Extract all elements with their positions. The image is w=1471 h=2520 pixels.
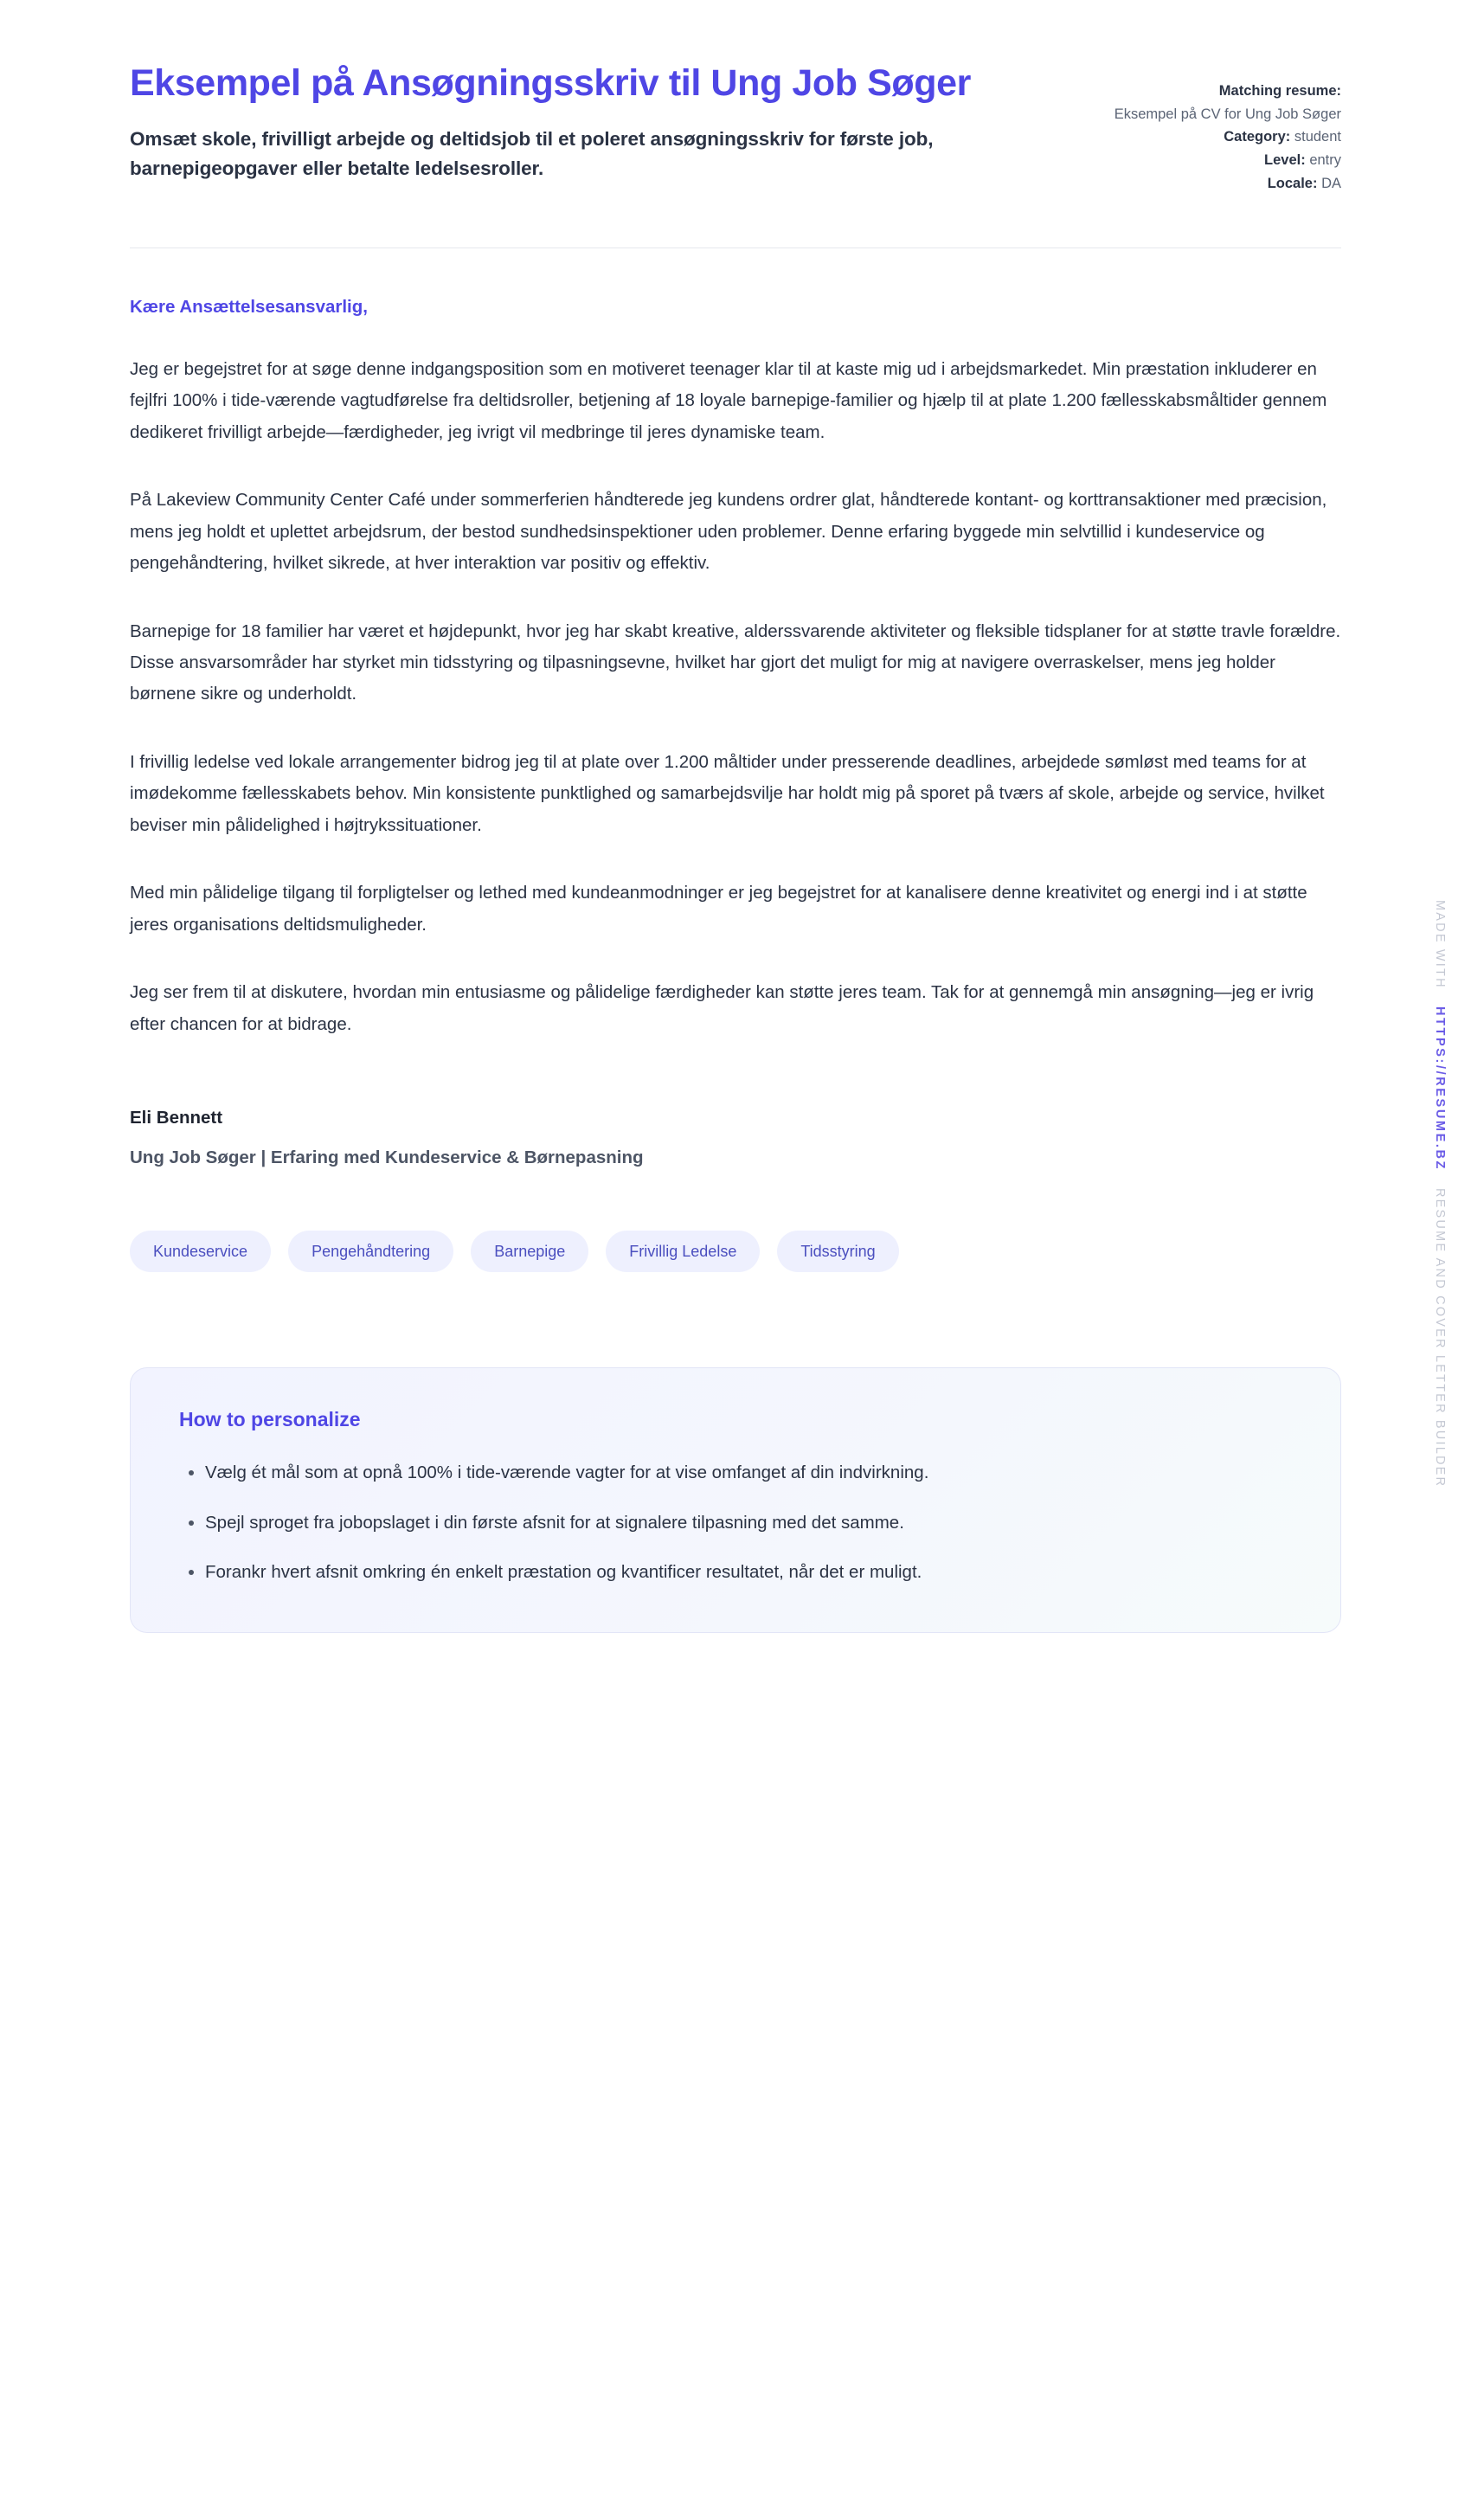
skill-tag[interactable]: Barnepige: [471, 1231, 588, 1272]
callout-title: How to personalize: [179, 1408, 361, 1431]
header-text-block: [130, 61, 1004, 183]
skill-tag-list: [130, 1231, 1341, 1272]
meta-level: [1082, 149, 1341, 172]
page-subtitle: Omsæt skole, frivilligt arbejde og deltidsjob til et poleret ansøgningsskriv for første job, barnepigeopgaver eller betalte ledelsesroller.: [130, 128, 934, 180]
meta-matching-resume-label: Matching resume:: [1218, 83, 1341, 99]
letter-paragraph: Barnepige for 18 familier har været et højdepunkt, hvor jeg har skabt kreative, alderssvarende aktiviteter og fleksible tidsplaner for at støtte travle forældre. Disse ansvarsområder har styrket min tidsstyring og tilpasningsevne, hvilket har gjort det muligt for mig at navigere overraskelser, mens jeg holder børnene sikre og underholdt.: [130, 620, 1341, 704]
skill-tag[interactable]: Tidsstyring: [777, 1231, 898, 1272]
meta-category: [1082, 125, 1341, 149]
callout-list: [179, 1457, 1292, 1587]
letter-paragraph: Jeg er begejstret for at søge denne indgangsposition som en motiveret teenager klar til at kaste mig ud i arbejdsmarkedet. Min præstation inkluderer en fejlfri 100% i tide-værende vagtudførelse fra deltidsroller, betjening af 18 loyale barnepige-familier og hjælp til at plate 1.200 fællesskabsmåltider gennem dedikeret frivilligt arbejde—færdigheder, jeg ivrigt vil medbringe til jeres dynamiske team.: [130, 358, 1327, 442]
meta-category-label: Category:: [1224, 129, 1291, 145]
meta-matching-resume-value-row: [1082, 103, 1341, 126]
meta-locale-value: DA: [1321, 175, 1341, 191]
meta-category-value: student: [1294, 129, 1341, 145]
skill-tag[interactable]: Pengehåndtering: [288, 1231, 453, 1272]
letter-paragraph: I frivillig ledelse ved lokale arrangementer bidrog jeg til at plate over 1.200 måltider under presserende deadlines, arbejdede sømløst med teams for at imødekomme fællesskabets behov. Min konsistente punktlighed og samarbejdsvilje har holdt mig på sporet på tværs af skole, arbejde og service, hvilket beviser min pålidelighed i højtrykssituationer.: [130, 751, 1325, 835]
made-with-watermark: [1433, 900, 1447, 1488]
personalize-callout: [130, 1367, 1341, 1633]
cover-letter-body: [130, 297, 1341, 1169]
letter-paragraph: På Lakeview Community Center Café under sommerferien håndterede jeg kundens ordrer glat, håndterede kontant- og korttransaktioner med præcision, mens jeg holdt et uplettet arbejdsrum, der bestod sundhedsinspektioner uden problemer. Denne erfaring byggede min selvtillid i kundeservice og pengehåndtering, hvilket sikrede, at hver interaktion var positiv og effektiv.: [130, 490, 1327, 574]
meta-level-label: Level:: [1264, 152, 1306, 169]
skill-tag[interactable]: Frivillig Ledelse: [606, 1231, 760, 1272]
meta-locale: [1082, 172, 1341, 196]
callout-list-item: • Spejl sproget fra jobopslaget i din første afsnit for at signalere tilpasning med det samme.: [205, 1508, 1292, 1538]
letter-paragraph: Jeg ser frem til at diskutere, hvordan min entusiasme og pålidelige færdigheder kan støtte jeres team. Tak for at gennemgå min ansøgning—jeg er ivrig efter chancen for at bidrage.: [130, 982, 1314, 1034]
callout-list-item: • Forankr hvert afsnit omkring én enkelt præstation og kvantificer resultatet, når det er muligt.: [205, 1557, 1292, 1587]
document-header: [130, 61, 1341, 196]
signature-role: Ung Job Søger | Erfaring med Kundeservice & Børnepasning: [130, 1148, 644, 1168]
watermark-made-with: MADE WITH: [1433, 900, 1447, 989]
meta-level-value: entry: [1309, 152, 1341, 169]
signature-name: Eli Bennett: [130, 1108, 223, 1128]
watermark-url[interactable]: HTTPS://RESUME.BZ: [1433, 1006, 1447, 1171]
signature-block: [130, 1108, 1341, 1168]
document-metadata: [1082, 61, 1341, 196]
page-title: Eksempel på Ansøgningsskriv til Ung Job Søger: [130, 62, 972, 104]
skill-tag[interactable]: Kundeservice: [130, 1231, 271, 1272]
meta-matching-resume-value: Eksempel på CV for Ung Job Søger: [1114, 106, 1341, 122]
watermark-tagline: RESUME AND COVER LETTER BUILDER: [1433, 1187, 1447, 1488]
meta-matching-resume: [1082, 80, 1341, 103]
letter-paragraph: Med min pålidelige tilgang til forpligtelser og lethed med kundeanmodninger er jeg begejstret for at kanalisere denne kreativitet og energi ind i at støtte jeres organisations deltidsmuligheder.: [130, 883, 1307, 935]
meta-locale-label: Locale:: [1267, 175, 1318, 191]
callout-list-item: • Vælg ét mål som at opnå 100% i tide-værende vagter for at vise omfanget af din indvirkning.: [205, 1457, 1292, 1488]
letter-salutation: Kære Ansættelsesansvarlig,: [130, 296, 368, 317]
